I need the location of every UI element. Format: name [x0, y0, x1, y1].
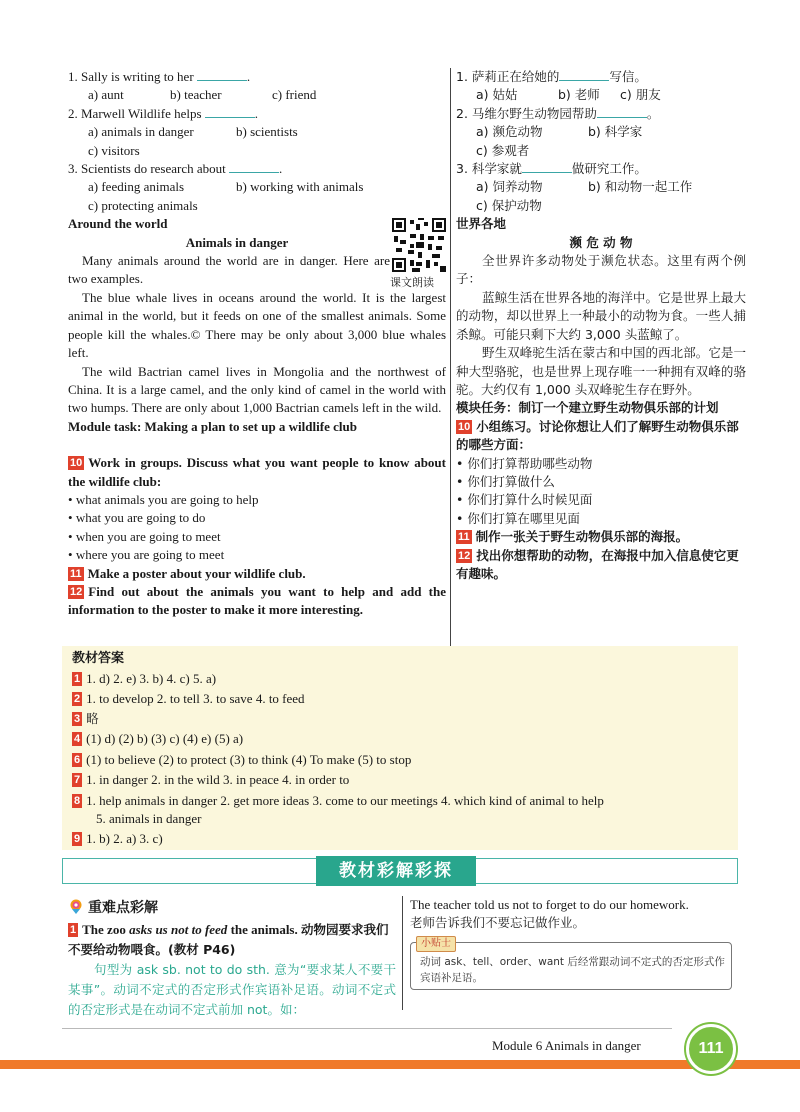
answer-number-badge: 4: [74, 733, 81, 745]
answer-number-badge: 7: [74, 774, 81, 786]
answer-key-panel: [62, 646, 738, 850]
answer-blank: [197, 69, 247, 81]
chinese-column: [456, 68, 746, 583]
reading-title: Animals in danger: [185, 234, 289, 250]
question-3-option-c-cn: c) 保护动物: [476, 197, 542, 213]
answer-number-badge: 1: [74, 673, 81, 685]
bullet-item: • what you are going to do: [68, 509, 446, 527]
task-number-badge: 10: [458, 420, 471, 433]
location-pin-icon: [68, 899, 84, 915]
answer-blank: [522, 161, 572, 173]
reading-paragraph-1-cn: 全世界许多动物处于濒危状态。这里有两个例子：: [456, 253, 746, 287]
question-2-options: a) animals in danger b) scientists: [88, 124, 298, 140]
reading-paragraph-3-cn: 野生双峰驼生活在蒙古和中国的西北部。它是一种大型骆驼，也是世界上现存唯一一种拥有双峰的骆驼。大约仅有 1,000 头双峰驼生存在野外。: [456, 345, 746, 397]
qr-code-icon[interactable]: [392, 218, 446, 272]
bullet-item-cn: • 你们打算做什么: [456, 473, 746, 491]
question-2-cn: 2. 马维尔野生动物园帮助 。: [456, 105, 660, 121]
page-number: 111: [686, 1024, 736, 1074]
question-2: 2. Marwell Wildlife helps .: [68, 105, 259, 121]
task-12: 12 Find out about the animals you want to help and add the information to the poster to make it more interesting.: [68, 583, 446, 618]
key-points-heading: 重难点彩解: [68, 896, 396, 920]
answer-row: 2 1. to develop 2. to tell 3. to save 4. to feed: [74, 691, 305, 706]
question-1-options: a) aunt b) teacher c) friend: [88, 87, 317, 103]
answer-number-badge: 2: [74, 693, 81, 705]
question-3-options-cn: a) 饲养动物 b) 和动物一起工作: [476, 179, 693, 195]
question-2-option-c: c) visitors: [88, 142, 140, 158]
bullet-item: • what animals you are going to help: [68, 491, 446, 509]
key-sentence: 1 The zoo asks us not to feed the animals. 动物园要求我们不要给动物喂食。(教材 P46): [68, 922, 389, 957]
question-2-option-c-cn: c) 参观者: [476, 142, 530, 158]
bullet-item-cn: • 你们打算什么时候见面: [456, 491, 746, 509]
module-task-title: Module task: Making a plan to set up a wildlife club: [68, 418, 357, 434]
answer-number-badge: 8: [74, 795, 81, 807]
example-section: [410, 896, 740, 932]
qr-label: 课文朗读: [390, 276, 434, 289]
task-10-cn: 10 小组练习。讨论你想让人们了解野生动物俱乐部的哪些方面：: [456, 418, 739, 453]
example-chinese: 老师告诉我们不要忘记做作业。: [410, 915, 586, 930]
reading-paragraph-1: Many animals around the world are in danger. Here are two examples.: [68, 253, 390, 287]
bullet-item: • when you are going to meet: [68, 528, 446, 546]
question-3-cn: 3. 科学家就 做研究工作。: [456, 161, 647, 177]
reading-paragraph-2-cn: 蓝鲸生活在世界各地的海洋中。它是世界上最大的动物，却以世界上一种最小的动物为食。一些人捕杀鲸。可能只剩下大约 3,000 头蓝鲸了。: [456, 289, 746, 342]
module-task-title-cn: 模块任务：制订一个建立野生动物俱乐部的计划: [456, 400, 719, 416]
footer-color-bar: [0, 1060, 800, 1069]
reading-title-cn: 濒 危 动 物: [569, 234, 633, 250]
footer-module-title: Module 6 Animals in danger: [492, 1038, 641, 1053]
answer-number-badge: 3: [74, 713, 81, 725]
tip-tag: 小贴士: [416, 936, 456, 952]
point-number-badge: 1: [70, 924, 77, 936]
lower-column-divider: [402, 896, 403, 1010]
example-english: The teacher told us not to forget to do our homework.: [410, 897, 689, 912]
key-point-explanation: 句型为 ask sb. not to do sth. 意为“要求某人不要干某事”。动词不定式的否定形式作宾语补足语。动词不定式的否定形式是在动词不定式前加 not。如：: [68, 962, 396, 1017]
reading-paragraph-2: The blue whale lives in oceans around the world. It is the largest animal in the world, but it feeds on one of the smallest animals. Some people kill the whales.© There may be only about 3,000 blue whales left.: [68, 289, 446, 361]
section-heading-cn: 世界各地: [456, 216, 507, 232]
answer-row: 8 1. help animals in danger 2. get more ideas 3. come to our meetings 4. which kind of animal to help: [74, 793, 604, 808]
task-12-cn: 12 找出你想帮助的动物，在海报中加入信息使它更有趣味。: [456, 547, 739, 581]
key-points-section: [68, 896, 396, 1020]
section-banner: 教材彩解彩探: [316, 856, 476, 886]
answer-number-badge: 9: [74, 833, 81, 845]
task-number-badge: 12: [70, 585, 83, 598]
tip-text: 动词 ask、tell、order、want 后经常跟动词不定式的否定形式作宾语补足语。: [420, 956, 725, 984]
task-11: 11 Make a poster about your wildlife club.: [70, 565, 306, 581]
question-3-option-c: c) protecting animals: [88, 197, 198, 213]
task-number-badge: 11: [70, 567, 82, 580]
column-divider: [450, 68, 451, 646]
question-3-options: a) feeding animals b) working with animals: [88, 179, 364, 195]
task-number-badge: 10: [70, 457, 83, 470]
task-11-cn: 11 制作一张关于野生动物俱乐部的海报。: [458, 529, 689, 545]
answer-row: 6 (1) to believe (2) to protect (3) to think (4) To make (5) to stop: [74, 752, 412, 767]
question-1-options-cn: a) 姑姑 b) 老师 c) 朋友: [476, 87, 661, 103]
footer-rule: [62, 1028, 672, 1029]
question-1-cn: 1. 萨莉正在给她的 写信。: [456, 69, 647, 84]
answer-row: 3 略: [74, 711, 99, 726]
answer-row: 9 1. b) 2. a) 3. c): [74, 831, 163, 846]
bullet-item-cn: • 你们打算在哪里见面: [456, 510, 746, 528]
answer-row: 4 (1) d) (2) b) (3) c) (4) e) (5) a): [74, 731, 244, 746]
reading-paragraph-3: The wild Bactrian camel lives in Mongolia and the northwest of China. It is a large camel, and the only kind of camel in the world with two humps. There are only about 1,000 Bactrian camels left in the wild.: [68, 363, 446, 416]
question-3: 3. Scientists do research about .: [68, 161, 283, 177]
task-number-badge: 12: [458, 549, 471, 562]
answer-blank: [229, 161, 279, 173]
question-1: 1. Sally is writing to her .: [68, 69, 251, 84]
answer-number-badge: 6: [74, 754, 81, 766]
answer-blank: [205, 106, 255, 118]
answer-row: 7 1. in danger 2. in the wild 3. in peace 4. in order to: [74, 772, 350, 787]
task-number-badge: 11: [458, 531, 470, 544]
answer-blank: [559, 69, 609, 81]
english-column: [68, 68, 446, 620]
answer-row: 1 1. d) 2. e) 3. b) 4. c) 5. a): [74, 671, 217, 686]
answer-blank: [597, 106, 647, 118]
answer-key-title: 教材答案: [72, 651, 125, 666]
section-heading: Around the world: [68, 216, 168, 232]
question-2-options-cn: a) 濒危动物 b) 科学家: [476, 124, 643, 140]
task-10: 10 Work in groups. Discuss what you want people to know about the wildlife club:: [68, 455, 446, 489]
bullet-item: • where you are going to meet: [68, 546, 446, 564]
bullet-item-cn: • 你们打算帮助哪些动物: [456, 455, 746, 473]
answer-row: 5. animals in danger: [96, 811, 202, 826]
